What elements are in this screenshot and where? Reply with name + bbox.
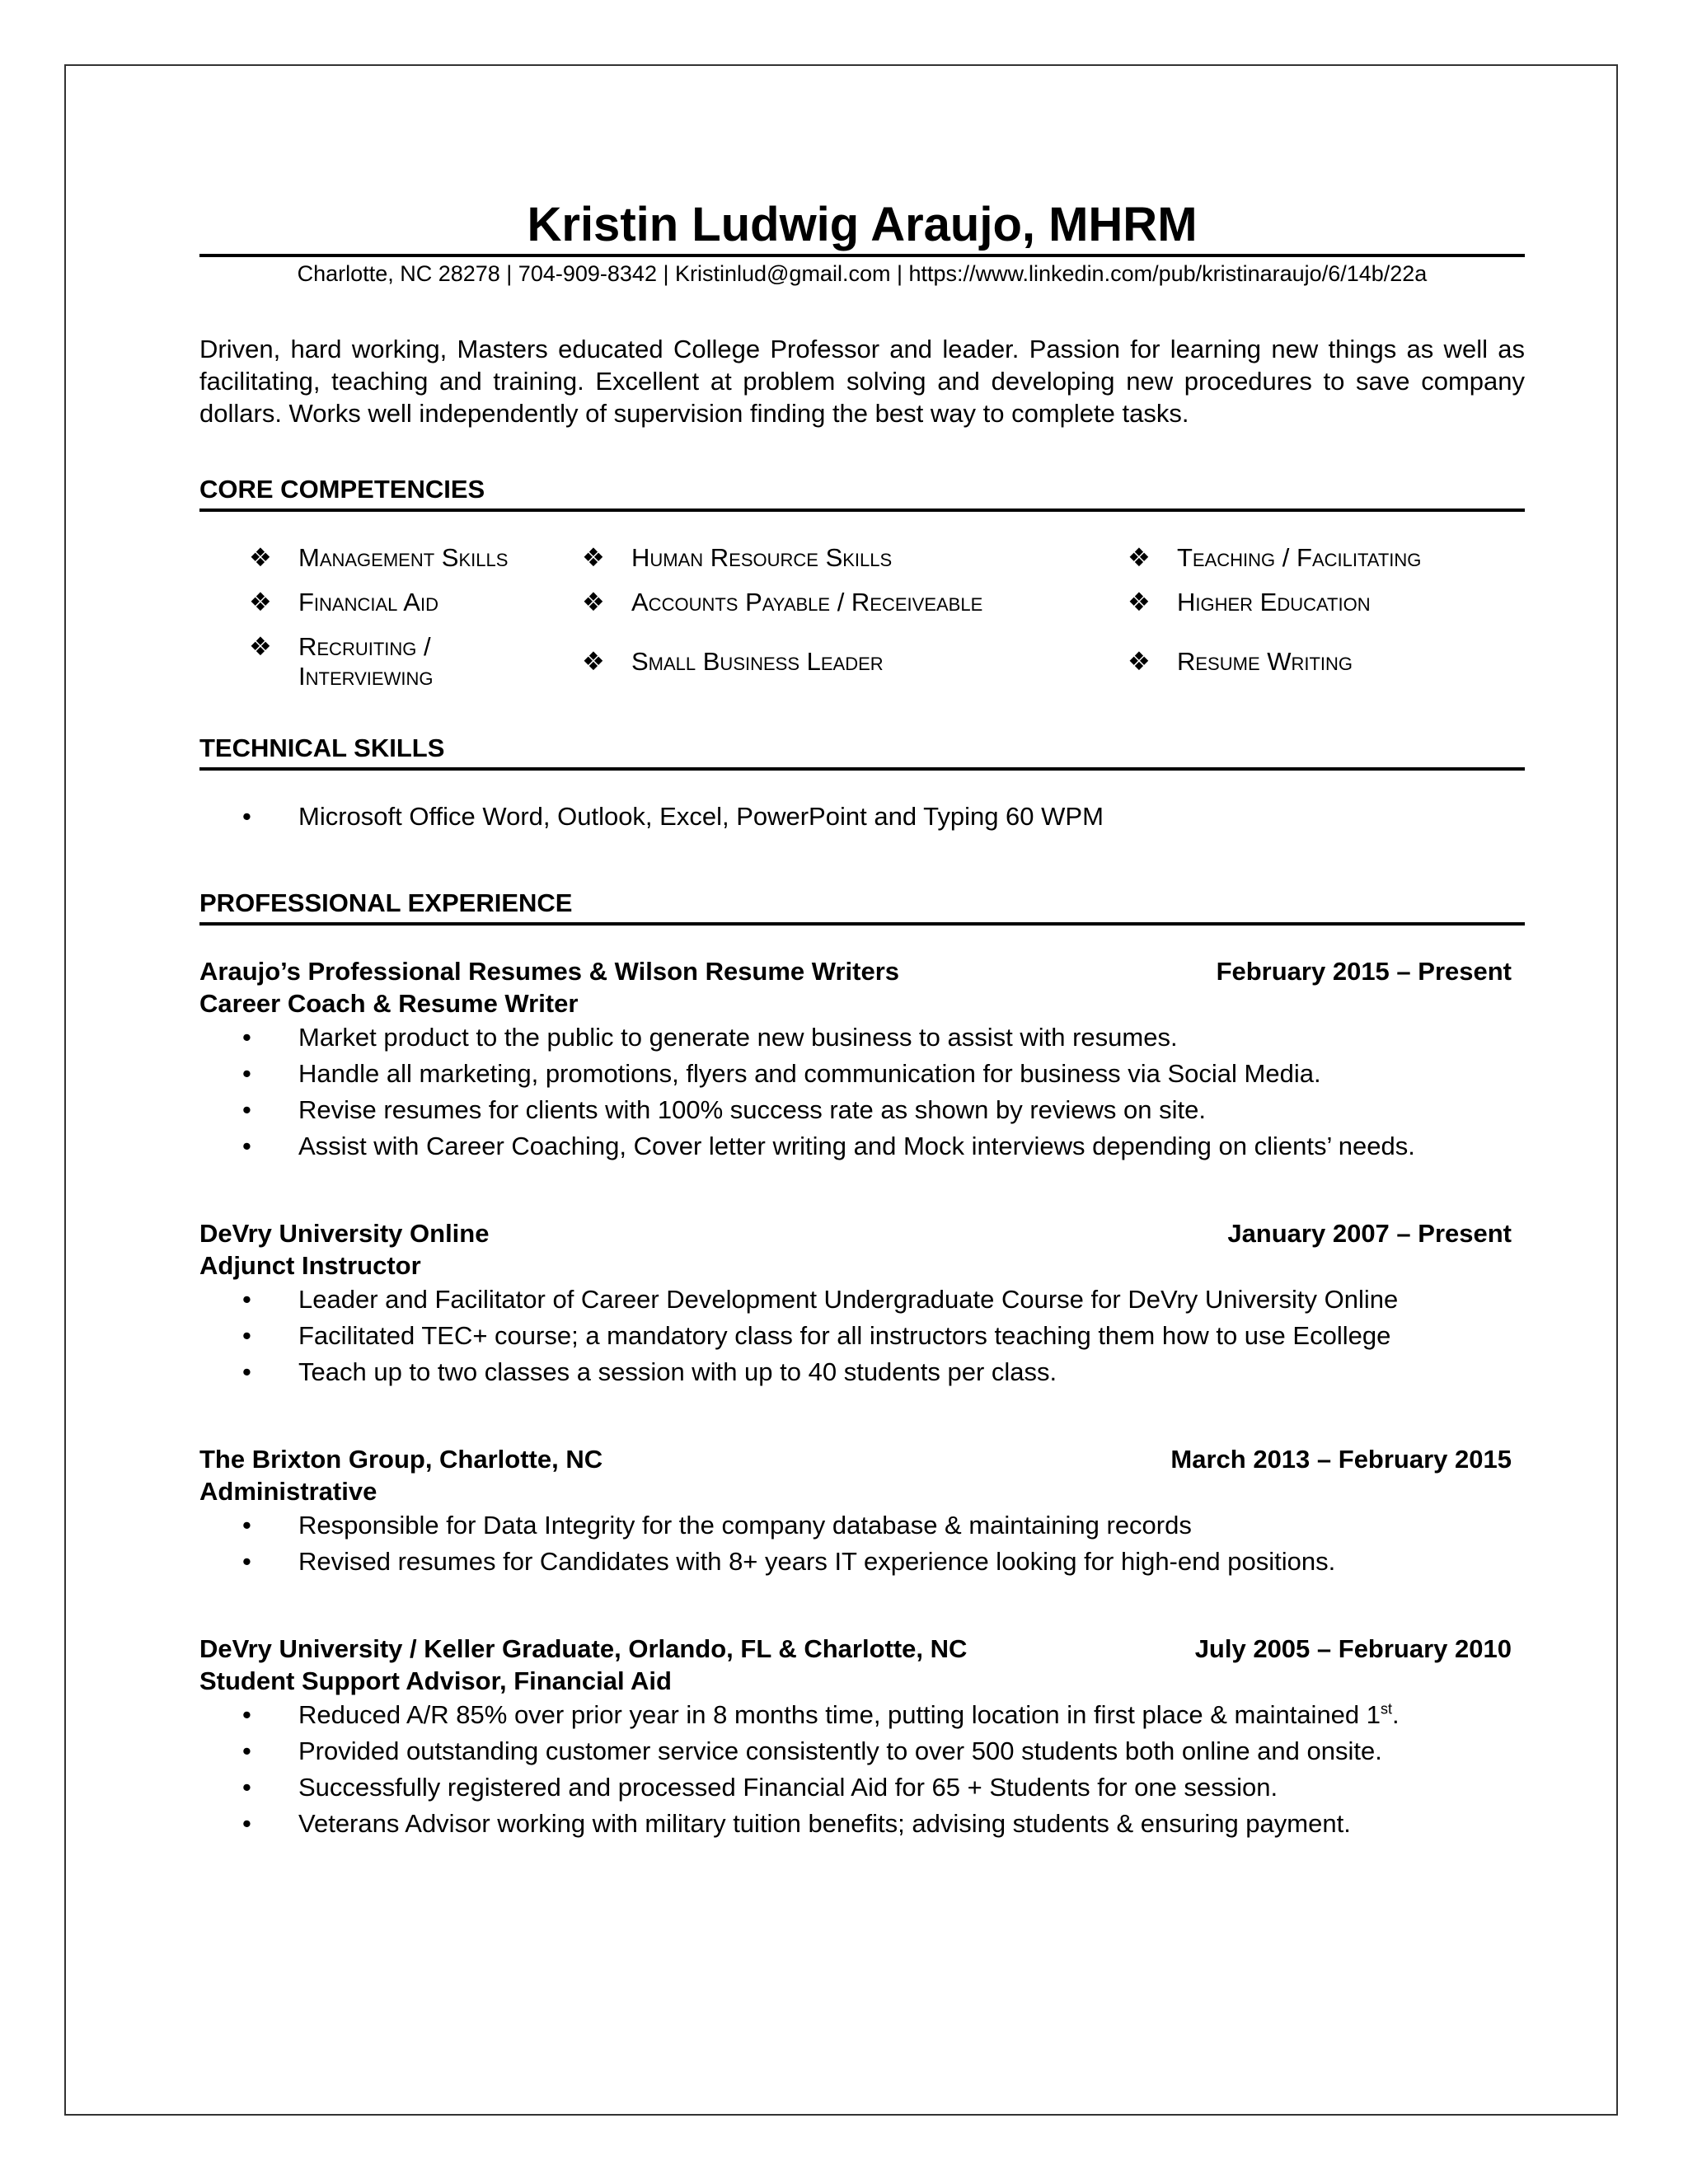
list-item: • Revise resumes for clients with 100% success rate as shown by reviews on site. — [199, 1092, 1525, 1128]
candidate-name: Kristin Ludwig Araujo, MHRM — [527, 198, 1198, 251]
bullet-icon: • — [242, 1095, 251, 1124]
job-title: Career Coach & Resume Writer — [199, 989, 579, 1018]
bullet-icon: • — [242, 1547, 251, 1576]
job-company: Araujo’s Professional Resumes & Wilson Resume Writers — [199, 957, 900, 986]
technical-skills-list — [199, 799, 1525, 835]
job-dates: March 2013 – February 2015 — [1170, 1445, 1512, 1474]
bullet-icon: • — [242, 1321, 251, 1350]
list-item: • Successfully registered and processed Financial Aid for 65 + Students for one session. — [199, 1769, 1525, 1806]
bullet-icon: • — [242, 1511, 251, 1540]
list-item: • Handle all marketing, promotions, flyers and communication for business via Social Media. — [199, 1056, 1525, 1092]
bullet-icon: • — [242, 1132, 251, 1160]
job-entry — [199, 1633, 1525, 1842]
list-item: • Facilitated TEC+ course; a mandatory class for all instructors teaching them how to use Ecollege — [199, 1318, 1525, 1354]
bullet-icon: • — [242, 1736, 251, 1765]
section-divider — [199, 767, 1525, 771]
list-item: • Assist with Career Coaching, Cover letter writing and Mock interviews depending on clients’ needs. — [199, 1128, 1525, 1165]
competency-item: ❖ Teaching / Facilitating — [1119, 543, 1525, 573]
job-company: DeVry University Online — [199, 1219, 490, 1248]
competency-item: ❖ Small Business Leader — [574, 632, 1119, 691]
diamond-bullet-icon: ❖ — [1128, 647, 1151, 676]
section-title-technical-skills: TECHNICAL SKILLS — [199, 733, 445, 762]
core-competencies-section — [199, 474, 1525, 691]
bullet-icon: • — [242, 1023, 251, 1052]
list-item: • Veterans Advisor working with military tuition benefits; advising students & ensuring payment. — [199, 1806, 1525, 1842]
job-company: The Brixton Group, Charlotte, NC — [199, 1445, 603, 1474]
diamond-bullet-icon: ❖ — [249, 588, 272, 616]
bullet-icon: • — [242, 1357, 251, 1386]
diamond-bullet-icon: ❖ — [249, 632, 272, 661]
competency-item: ❖ Recruiting / Interviewing — [199, 632, 574, 691]
competency-item: ❖ Financial Aid — [199, 588, 574, 617]
section-divider — [199, 509, 1525, 512]
job-bullets — [199, 1019, 1525, 1165]
bullet-icon: • — [242, 1059, 251, 1088]
competency-item: ❖ Management Skills — [199, 543, 574, 573]
list-item: • Revised resumes for Candidates with 8+ years IT experience looking for high-end positions. — [199, 1544, 1525, 1580]
job-dates: July 2005 – February 2010 — [1194, 1634, 1512, 1663]
list-item: • Market product to the public to generate new business to assist with resumes. — [199, 1019, 1525, 1056]
job-title: Student Support Advisor, Financial Aid — [199, 1666, 672, 1695]
job-dates: February 2015 – Present — [1216, 957, 1512, 986]
bullet-icon: • — [242, 1285, 251, 1314]
competency-item: ❖ Accounts Payable / Receiveable — [574, 588, 1119, 617]
job-entry — [199, 955, 1525, 1165]
job-entry — [199, 1217, 1525, 1390]
job-bullets — [199, 1507, 1525, 1580]
job-bullets — [199, 1282, 1525, 1390]
job-title: Adjunct Instructor — [199, 1251, 421, 1280]
diamond-bullet-icon: ❖ — [1128, 588, 1151, 616]
list-item: • Microsoft Office Word, Outlook, Excel, PowerPoint and Typing 60 WPM — [199, 799, 1525, 835]
competencies-grid — [199, 543, 1525, 691]
section-title-professional-experience: PROFESSIONAL EXPERIENCE — [199, 888, 573, 917]
list-item: • Responsible for Data Integrity for the company database & maintaining records — [199, 1507, 1525, 1544]
bullet-icon: • — [242, 1773, 251, 1802]
diamond-bullet-icon: ❖ — [582, 543, 605, 572]
list-item: • Leader and Facilitator of Career Development Undergraduate Course for DeVry University Online — [199, 1282, 1525, 1318]
competency-item: ❖ Human Resource Skills — [574, 543, 1119, 573]
summary-paragraph: Driven, hard working, Masters educated College Professor and leader. Passion for learning new things as well as facilitating, teaching and training. Excellent at problem solving and developing new procedures to save company dollars. Works well independently of supervision finding the best way to complete tasks. — [199, 335, 1525, 428]
job-company: DeVry University / Keller Graduate, Orlando, FL & Charlotte, NC — [199, 1634, 968, 1663]
bullet-icon: • — [242, 1700, 251, 1729]
job-bullets — [199, 1697, 1525, 1842]
professional-experience-section — [199, 888, 1525, 1842]
diamond-bullet-icon: ❖ — [582, 588, 605, 616]
diamond-bullet-icon: ❖ — [249, 543, 272, 572]
list-item: • Teach up to two classes a session with up to 40 students per class. — [199, 1354, 1525, 1390]
job-title: Administrative — [199, 1477, 377, 1506]
section-divider — [199, 922, 1525, 926]
competency-item: ❖ Higher Education — [1119, 588, 1525, 617]
diamond-bullet-icon: ❖ — [582, 647, 605, 676]
section-title-core-competencies: CORE COMPETENCIES — [199, 475, 485, 504]
list-item: • Reduced A/R 85% over prior year in 8 months time, putting location in first place & maintained 1st. — [199, 1697, 1525, 1733]
job-entry — [199, 1443, 1525, 1580]
competency-item: ❖ Resume Writing — [1119, 632, 1525, 691]
list-item: • Provided outstanding customer service consistently to over 500 students both online and onsite. — [199, 1733, 1525, 1769]
diamond-bullet-icon: ❖ — [1128, 543, 1151, 572]
job-dates: January 2007 – Present — [1227, 1219, 1512, 1248]
contact-line: Charlotte, NC 28278 | 704-909-8342 | Kristinlud@gmail.com | https://www.linkedin.com/pub/kristinaraujo/6/14b/22a — [297, 261, 1428, 286]
bullet-icon: • — [242, 1809, 251, 1838]
bullet-icon: • — [242, 802, 251, 831]
technical-skills-section — [199, 733, 1525, 835]
resume-document — [199, 198, 1525, 1842]
